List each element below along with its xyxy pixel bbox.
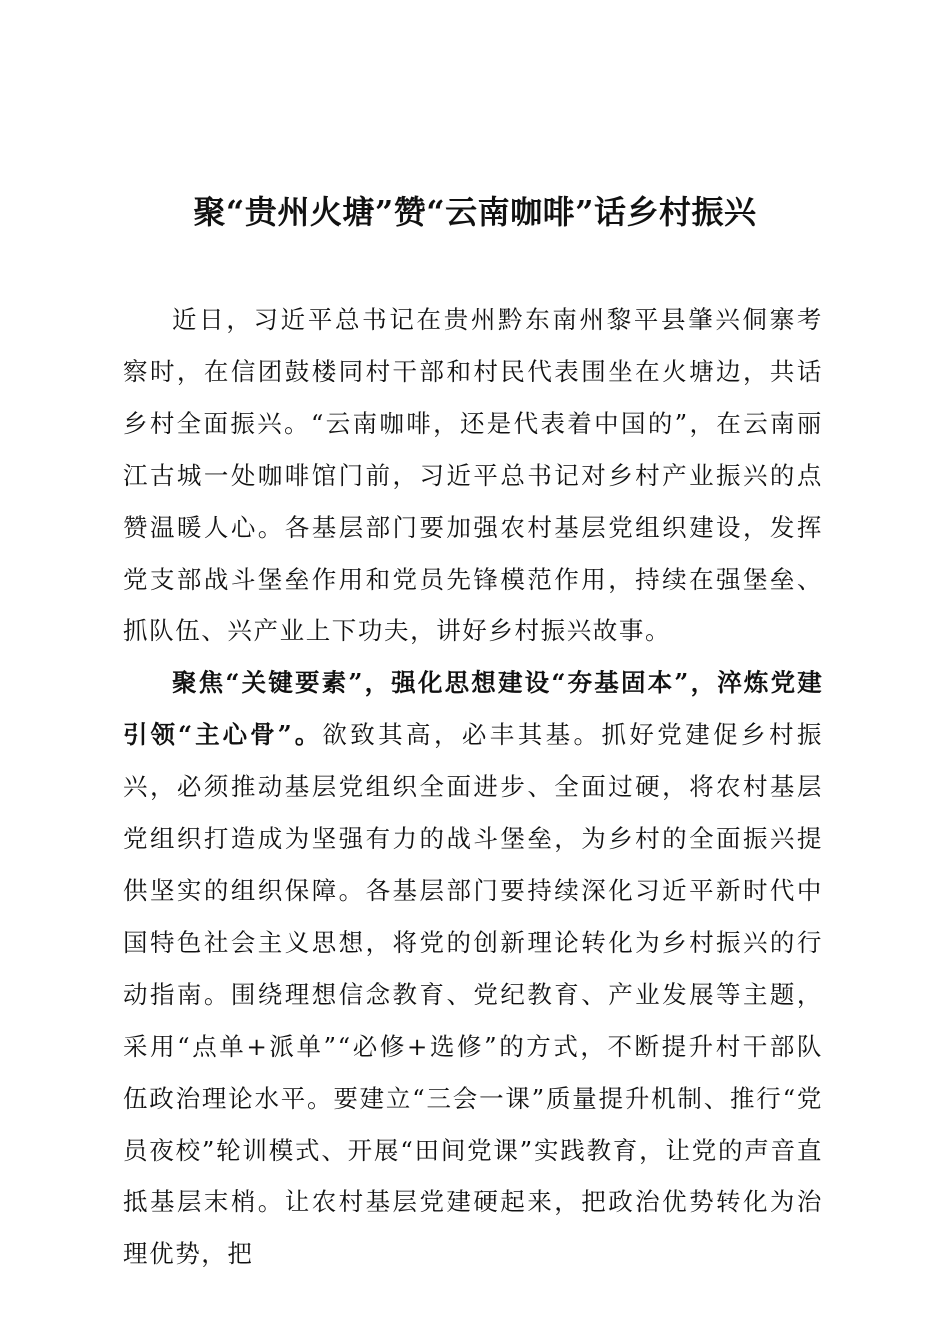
document-body <box>123 294 823 1280</box>
section-one-body: 欲致其高，必丰其基。抓好党建促乡村振兴，必须推动基层党组织全面进步、全面过硬，将农村基层党组织打造成为坚强有力的战斗堡垒，为乡村的全面振兴提供坚实的组织保障。各基层部门要持续深化习近平新时代中国特色社会主义思想，将党的创新理论转化为乡村振兴的行动指南。围绕理想信念教育、党纪教育、产业发展等主题，采用“点单+派单”“必修+选修”的方式，不断提升村干部队伍政治理论水平。要建立“三会一课”质量提升机制、推行“党员夜校”轮训模式、开展“田间党课”实践教育，让党的声音直抵基层末梢。让农村基层党建硬起来，把政治优势转化为治理优势，把 <box>123 720 823 1269</box>
paragraph-section-one <box>123 657 823 1280</box>
section-heading-bold: 聚焦“关键要素”，强化思想建设“夯基固本”，淬炼党建引领“主心骨”。 <box>123 668 823 750</box>
paragraph-intro: 近日，习近平总书记在贵州黔东南州黎平县肇兴侗寨考察时，在信团鼓楼同村干部和村民代表围坐在火塘边，共话乡村全面振兴。“云南咖啡，还是代表着中国的”，在云南丽江古城一处咖啡馆门前，习近平总书记对乡村产业振兴的点赞温暖人心。各基层部门要加强农村基层党组织建设，发挥党支部战斗堡垒作用和党员先锋模范作用，持续在强堡垒、抓队伍、兴产业上下功夫，讲好乡村振兴故事。 <box>123 305 823 646</box>
document-title: 聚“贵州火塘”赞“云南咖啡”话乡村振兴 <box>193 193 757 231</box>
